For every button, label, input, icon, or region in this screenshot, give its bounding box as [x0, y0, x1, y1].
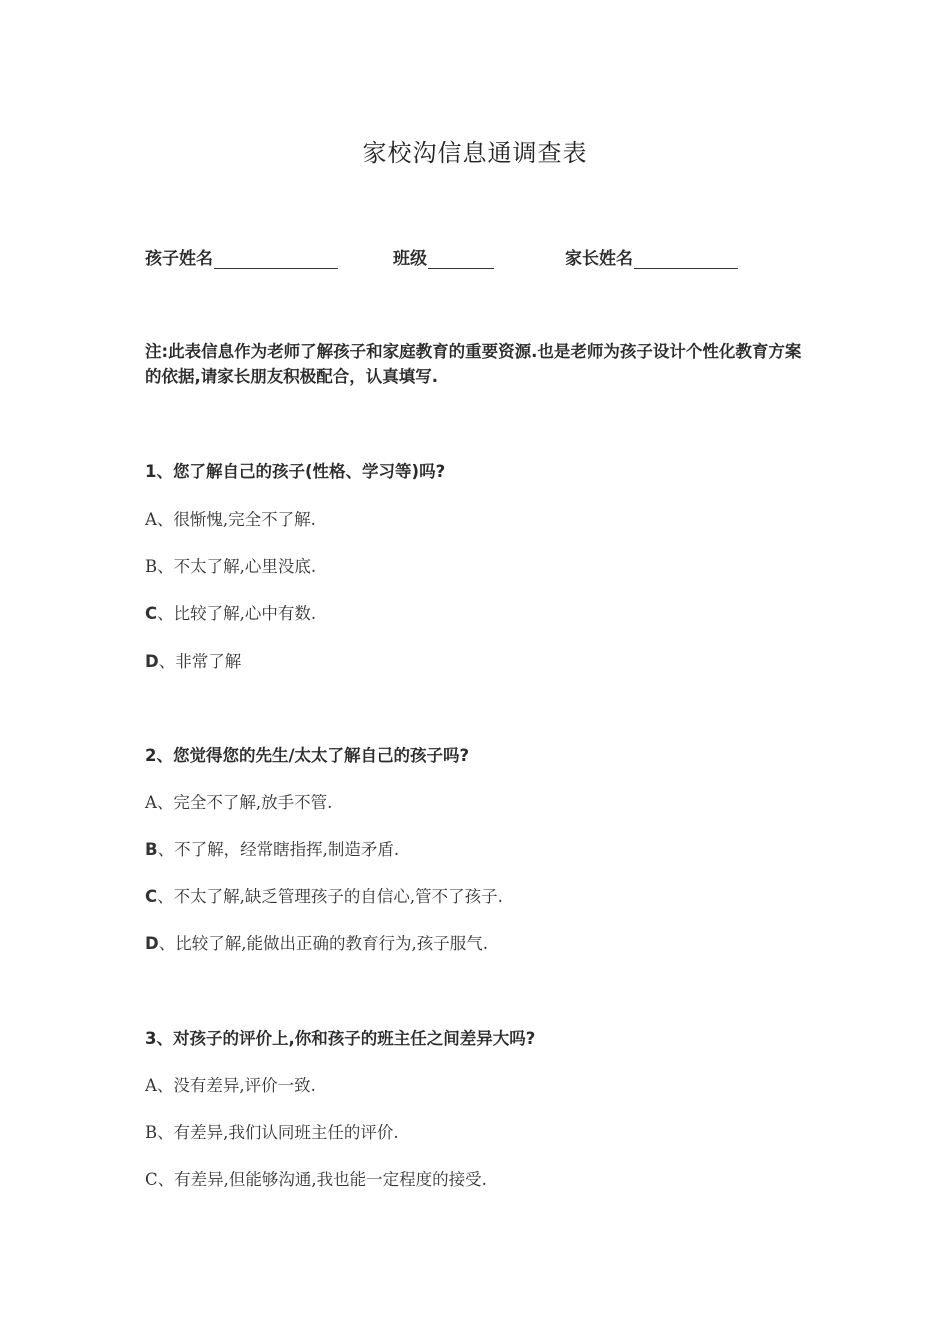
option-letter: D: [145, 652, 159, 671]
option-letter: D: [145, 934, 159, 953]
q1-option-a[interactable]: [145, 506, 825, 530]
option-text: 、很惭愧,完全不了解.: [156, 510, 316, 529]
option-letter: B: [145, 1123, 158, 1142]
option-text: 、有差异,我们认同班主任的评价.: [157, 1123, 399, 1142]
option-letter: A: [145, 1076, 157, 1095]
option-text: 、不了解，经常瞎指挥,制造矛盾.: [157, 840, 400, 859]
option-letter: C: [145, 887, 158, 906]
question-2: 2、您觉得您的先生/太太了解自己的孩子吗?: [145, 746, 470, 765]
option-letter: A: [145, 793, 157, 812]
q1-option-d[interactable]: [145, 648, 825, 672]
q2-option-c[interactable]: [145, 883, 825, 907]
option-letter: C: [145, 604, 158, 623]
q2-option-a[interactable]: [145, 789, 825, 813]
option-text: 、比较了解,能做出正确的教育行为,孩子服气.: [158, 934, 488, 953]
option-text: 、不太了解,缺乏管理孩子的自信心,管不了孩子.: [157, 887, 503, 906]
option-text: 、有差异,但能够沟通,我也能一定程度的接受.: [157, 1170, 487, 1189]
note-text: 注:此表信息作为老师了解孩子和家庭教育的重要资源.也是老师为孩子设计个性化教育方案的依据,请家长朋友积极配合，认真填写.: [145, 342, 802, 386]
option-letter: B: [145, 557, 158, 576]
parent-name-label: 家长姓名: [565, 249, 633, 269]
q3-option-b[interactable]: [145, 1119, 825, 1143]
q3-option-a[interactable]: [145, 1072, 825, 1096]
q2-option-d[interactable]: [145, 930, 825, 954]
parent-name-field: [565, 244, 738, 269]
option-letter: A: [145, 510, 157, 529]
q2-option-b[interactable]: [145, 836, 825, 860]
child-name-field: [145, 244, 338, 269]
q1-option-c[interactable]: [145, 600, 825, 624]
page-title: 家校沟信息通调查表: [362, 139, 588, 167]
info-row: [145, 244, 845, 270]
q1-option-b[interactable]: [145, 553, 825, 577]
child-name-label: 孩子姓名: [145, 249, 213, 269]
class-label: 班级: [393, 249, 427, 269]
question-1: 1、您了解自己的孩子(性格、学习等)吗?: [145, 462, 446, 481]
child-name-input-line[interactable]: [214, 248, 338, 269]
q3-option-c[interactable]: [145, 1166, 825, 1190]
option-text: 、比较了解,心中有数.: [157, 604, 317, 623]
class-field: [393, 244, 494, 269]
question-3: 3、对孩子的评价上,你和孩子的班主任之间差异大吗?: [145, 1029, 536, 1048]
class-input-line[interactable]: [428, 248, 494, 269]
option-text: 、完全不了解,放手不管.: [156, 793, 333, 812]
option-text: 、非常了解: [158, 652, 242, 671]
option-letter: B: [145, 840, 158, 859]
parent-name-input-line[interactable]: [634, 248, 738, 269]
option-text: 、不太了解,心里没底.: [157, 557, 317, 576]
option-text: 、没有差异,评价一致.: [156, 1076, 316, 1095]
option-letter: C: [145, 1170, 158, 1189]
